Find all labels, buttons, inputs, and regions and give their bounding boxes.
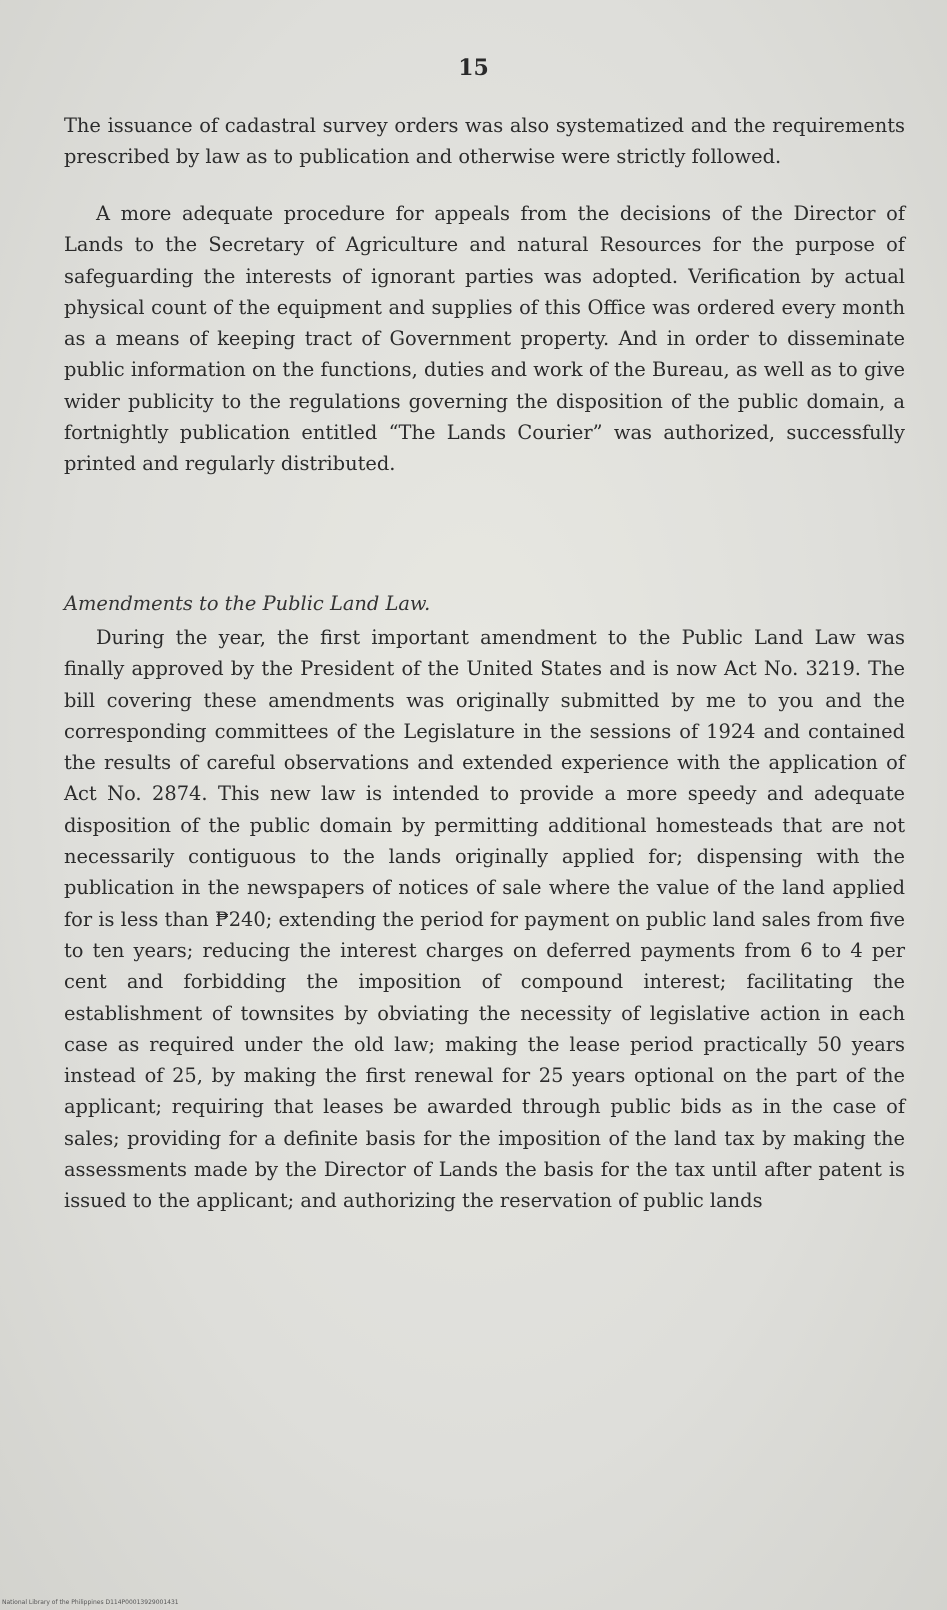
paragraph-text: During the year, the first important amendment to the Public Land Law was finally approved by the President of the United States and is now Act No. 3219. The bill covering these amendments was originally submitted by me to you and the corresponding committees of the Legislature in the sessions of 1924 and contained the results of careful observations and extended experience with the application of Act No. 2874. This new law is intended to provide a more speedy and adequate disposition of the public domain by permitting additional homesteads that are not necessarily contiguous to the lands originally applied for; dispensing with the publication in the newspapers of notices of sale where the value of the land applied for is less than ₱240; extending the period for payment on public land sales from five to ten years; reducing the interest charges on deferred payments from 6 to 4 per cent and forbidding the imposition of compound interest; facilitating the establishment of townsites by obviating the necessity of legislative action in each case as required under the old law; making the lease period practically 50 years instead of 25, by making the first renewal for 25 years optional on the part of the applicant; requiring that leases be awarded through public bids as in the case of sales; providing for a definite basis for the imposition of the land tax by making the assessments made by the Director of Lands the basis for the tax until after patent is issued to the applicant; and authorizing the reservation of public lands: [64, 626, 905, 1213]
paragraph-text: A more adequate procedure for appeals from the decisions of the Director of Lands to the Secretary of Agriculture and natural Resources for the purpose of safeguarding the interests of ignorant parties was adopted. Verification by actual physical count of the equipment and supplies of this Office was ordered every month as a means of keeping tract of Government property. And in order to disseminate public information on the functions, duties and work of the Bureau, as well as to give wider publicity to the regulations governing the disposition of the public domain, a fortnightly publication entitled “The Lands Courier” was authorized, successfully printed and regularly distributed.: [64, 202, 905, 476]
paragraph-public-land-amendments: [64, 622, 905, 1217]
section-heading: Amendments to the Public Land Law.: [64, 592, 431, 615]
scan-credit-footer: National Library of the Philippines D114P00013929001431: [2, 1599, 179, 1606]
paragraph-text: The issuance of cadastral survey orders was also systematized and the requirements prescribed by law as to publication and otherwise were strictly followed.: [64, 114, 905, 169]
paragraph-appeals-procedure: [64, 198, 905, 480]
page-number: 15: [458, 55, 489, 81]
paragraph-cadastral-survey: [64, 110, 905, 173]
